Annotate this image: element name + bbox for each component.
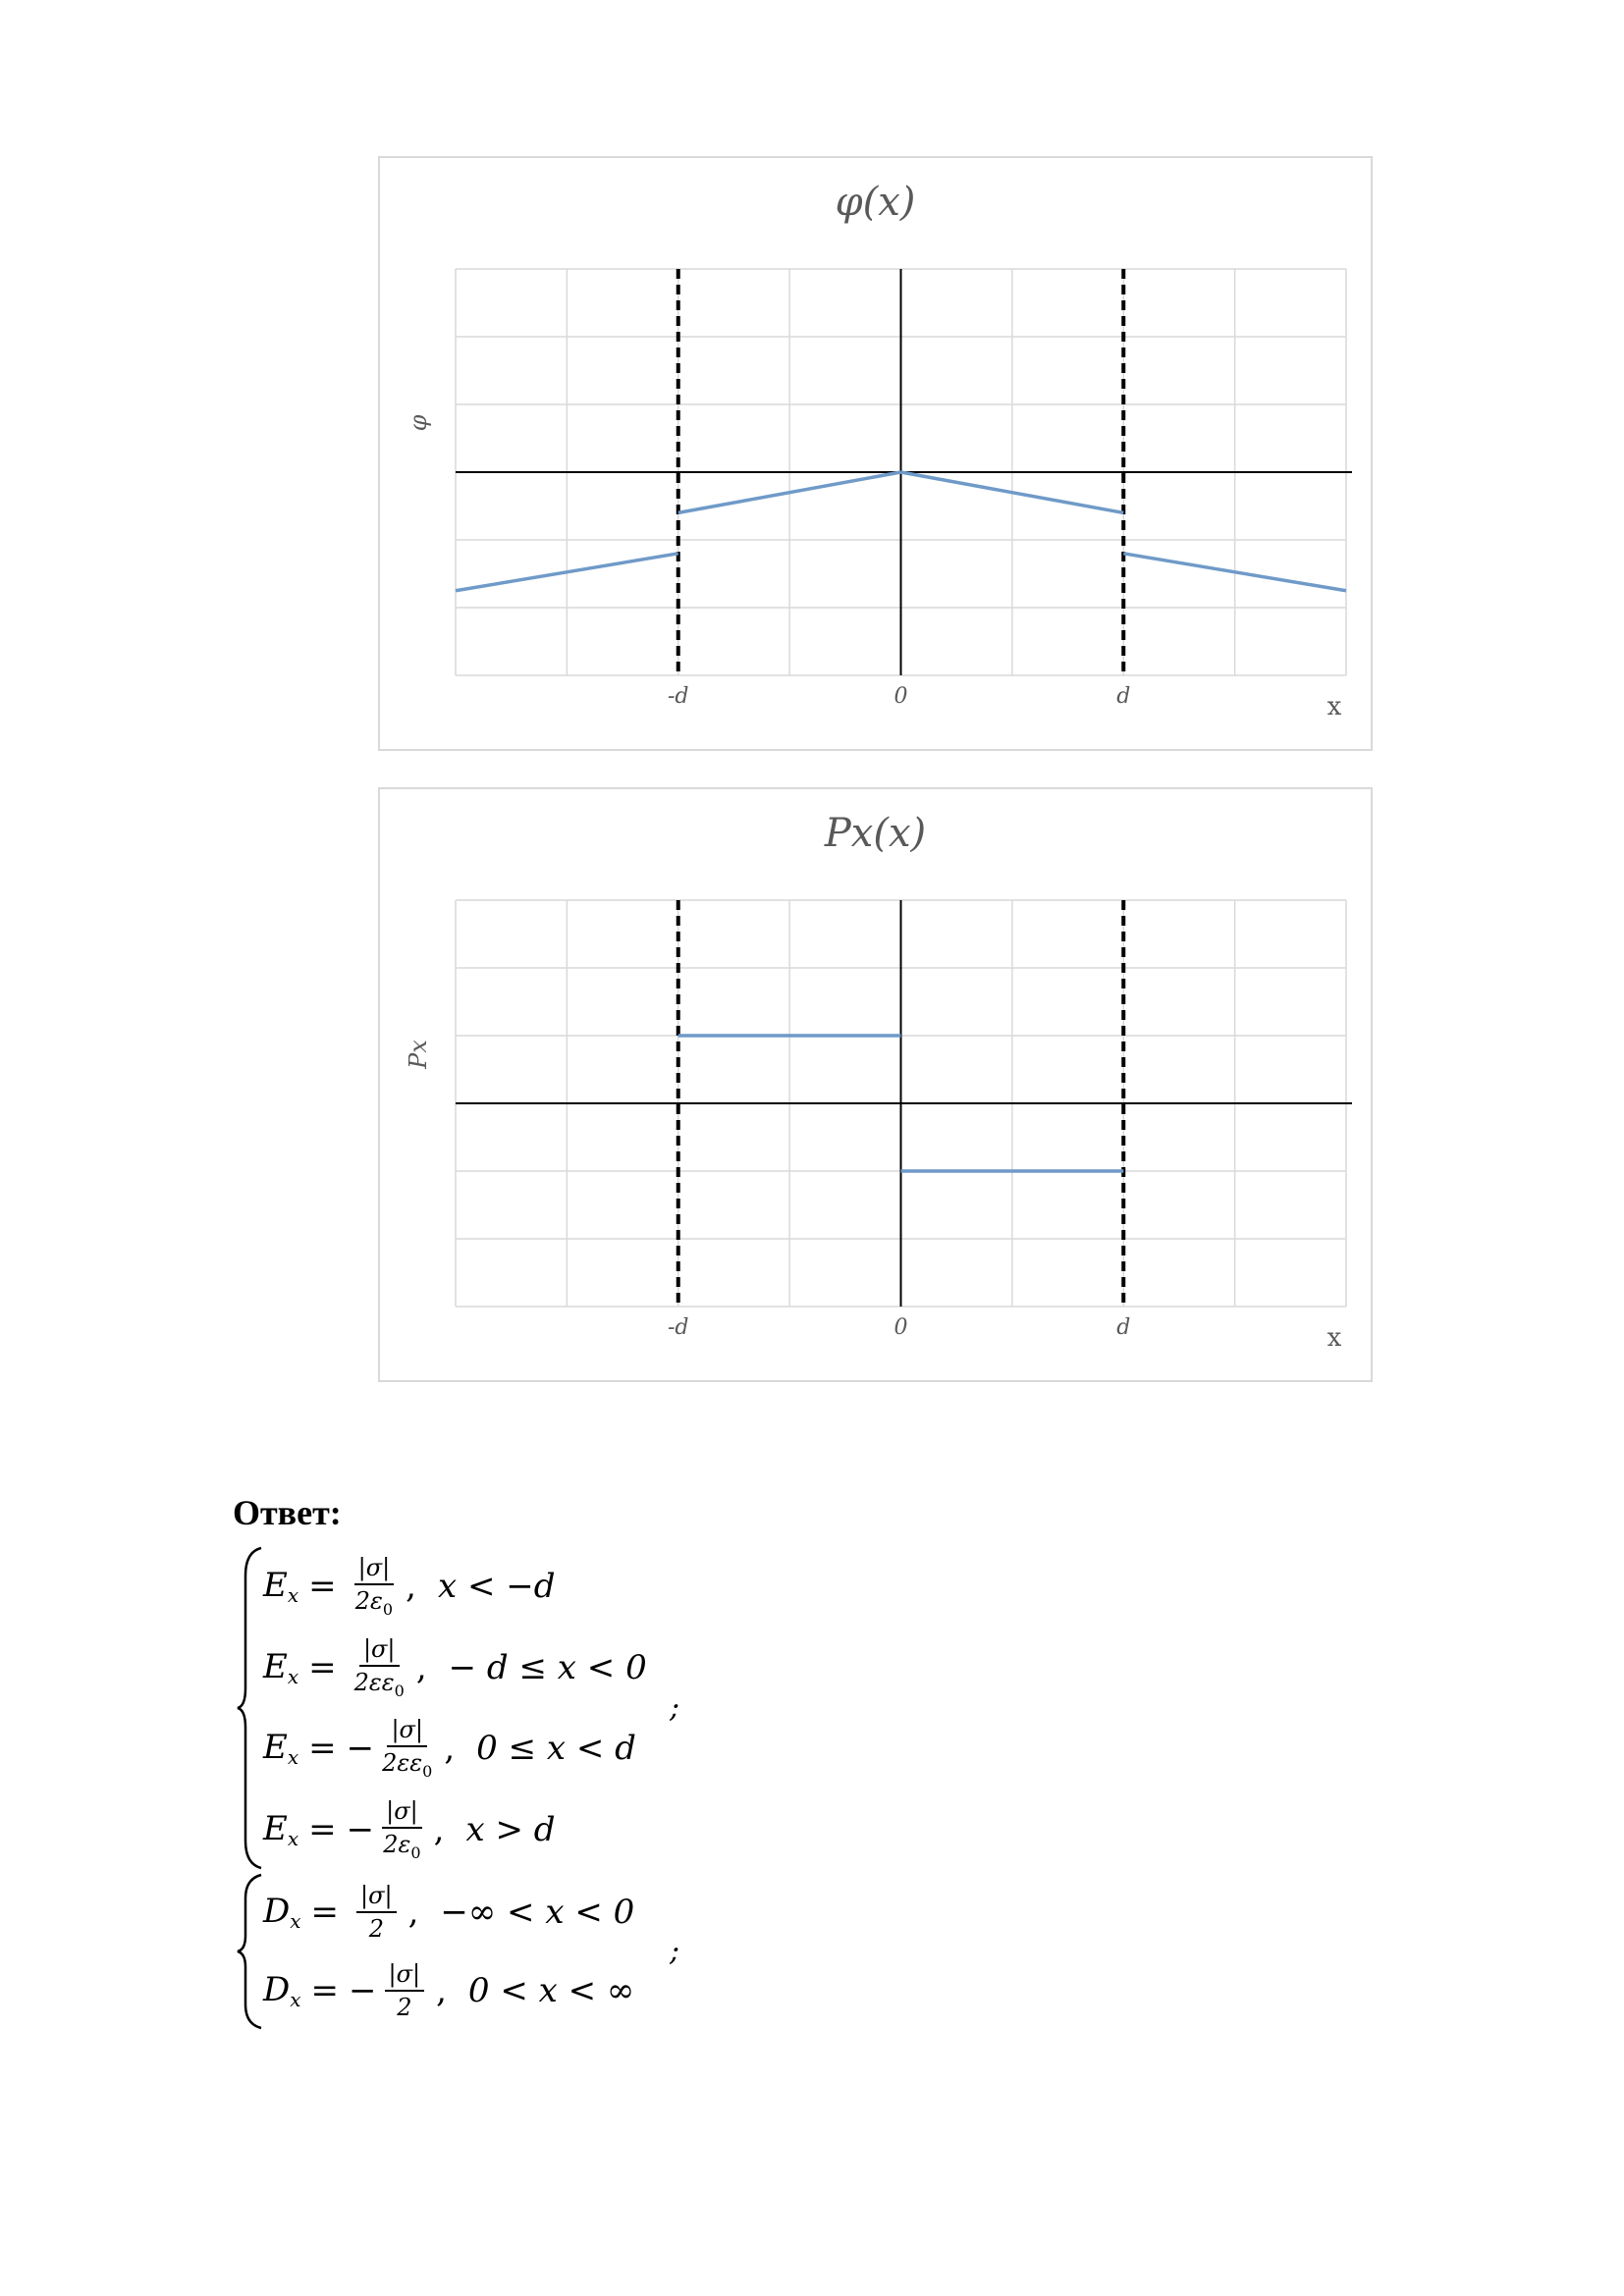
x-tick-label: d (1116, 1315, 1131, 1340)
fraction-numerator: |σ| (359, 1635, 400, 1667)
fraction (354, 1635, 405, 1700)
condition: x < −d (437, 1567, 556, 1607)
px-chart-svg (378, 787, 1373, 1382)
equation-lhs: $E_x$ (263, 1646, 299, 1688)
chart-title: Px(x) (824, 811, 927, 856)
chart-frame (379, 788, 1372, 1381)
equals-sign: = (308, 1647, 337, 1687)
d-field-system (236, 1873, 634, 2030)
condition: x > d (465, 1809, 556, 1849)
condition: 0 < x < ∞ (467, 1971, 635, 2010)
fraction-numerator: |σ| (387, 1716, 427, 1747)
y-axis-label: φ (405, 414, 432, 432)
comma: , (436, 1971, 447, 2010)
equation-row (263, 1708, 647, 1789)
condition: − d ≤ x < 0 (448, 1647, 647, 1687)
equation-row (263, 1546, 647, 1627)
semicolon: ; (670, 1690, 680, 1725)
semicolon: ; (670, 1934, 680, 1968)
comma: , (407, 1893, 419, 1932)
fraction-denominator: $2\varepsilon\varepsilon_0$ (382, 1749, 433, 1782)
phi-chart-svg (378, 156, 1373, 751)
fraction (382, 1797, 422, 1862)
condition: −∞ < x < 0 (440, 1893, 635, 1932)
equals-sign: = (310, 1971, 340, 2010)
x-axis-label: x (1326, 692, 1342, 721)
equation-row (263, 1873, 634, 1951)
equation-lhs: $D_x$ (263, 1970, 301, 2011)
fraction-denominator: $2\varepsilon_0$ (383, 1830, 421, 1862)
equals-sign: = (308, 1809, 337, 1849)
fraction-numerator: |σ| (354, 1554, 395, 1585)
equals-sign: = (308, 1729, 337, 1769)
comma: , (444, 1729, 456, 1769)
equation-lhs: $E_x$ (263, 1566, 299, 1608)
fraction-numerator: |σ| (385, 1960, 425, 1992)
fraction (382, 1716, 432, 1781)
comma: , (415, 1647, 427, 1687)
minus-sign: − (346, 1809, 375, 1849)
condition: 0 ≤ x < d (476, 1729, 636, 1769)
fraction (385, 1960, 425, 2021)
equation-lhs: $E_x$ (263, 1808, 299, 1850)
fraction-numerator: |σ| (356, 1882, 397, 1913)
fraction-denominator: $2\varepsilon\varepsilon_0$ (353, 1668, 405, 1700)
chart-frame (379, 157, 1372, 750)
e-rows (263, 1546, 647, 1870)
x-tick-label: 0 (893, 684, 908, 709)
e-field-system (236, 1546, 647, 1870)
answer-section (233, 1492, 342, 1533)
minus-sign: − (346, 1729, 375, 1769)
d-rows (263, 1873, 634, 2030)
equals-sign: = (310, 1893, 340, 1932)
fraction-denominator: 2 (368, 1915, 384, 1943)
fraction-numerator: |σ| (382, 1797, 422, 1829)
fraction (354, 1554, 395, 1619)
left-brace (236, 1546, 263, 1870)
comma: , (406, 1567, 416, 1607)
equation-row (263, 1951, 634, 2030)
fraction-denominator: 2 (397, 1994, 412, 2021)
x-tick-label: 0 (893, 1315, 908, 1340)
minus-sign: − (349, 1971, 377, 2010)
x-axis-label: x (1326, 1323, 1342, 1353)
x-tick-label: -d (667, 684, 689, 709)
chart-title: φ(x) (835, 180, 916, 225)
equation-row (263, 1628, 647, 1708)
px-chart (378, 787, 1373, 1382)
equation-lhs: $E_x$ (263, 1728, 299, 1770)
fraction (356, 1882, 397, 1943)
comma: , (433, 1809, 445, 1849)
answer-title: Ответ: (233, 1493, 342, 1532)
x-tick-label: d (1116, 684, 1131, 709)
y-axis-label: Px (405, 1040, 432, 1069)
fraction-denominator: $2\varepsilon_0$ (354, 1587, 394, 1620)
equals-sign: = (308, 1567, 337, 1607)
phi-chart (378, 156, 1373, 751)
equation-row (263, 1789, 647, 1870)
equation-lhs: $D_x$ (263, 1892, 301, 1933)
x-tick-label: -d (667, 1315, 689, 1340)
left-brace (236, 1873, 263, 2030)
